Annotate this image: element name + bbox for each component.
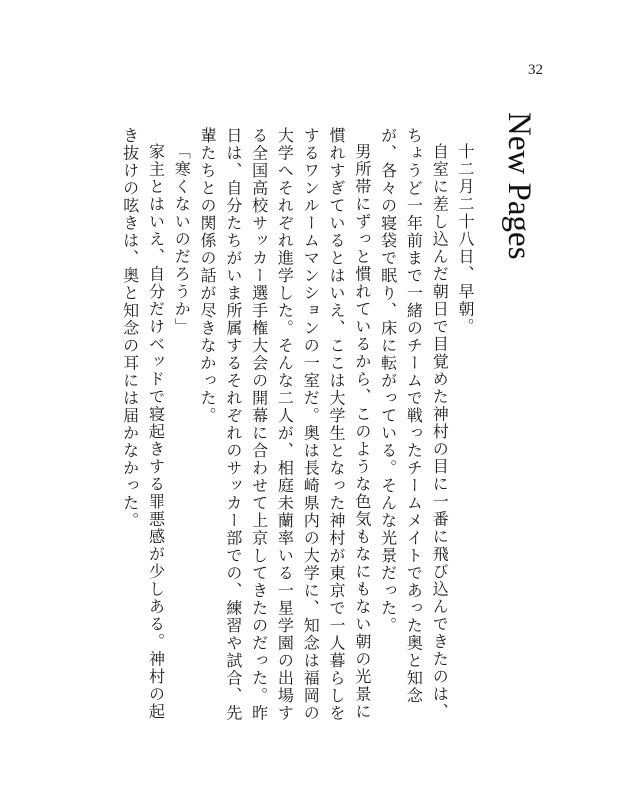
paragraph: 自室に差し込んだ朝日で目覚めた神村の目に一番に飛び込んできたのは、ちょうど一年前まで一緒のチームで戦ったチームメイトであった奥と知念が、各々の寝袋で眠り、床に転がっている。そんな光景だった。: [378, 127, 450, 721]
body-text: [92, 127, 478, 725]
page-number: 32: [528, 62, 543, 78]
chapter-title: New Pages: [501, 112, 537, 260]
paragraph: 十二月二十八日、早朝。: [456, 143, 475, 336]
paragraph: 男所帯にずっと慣れているから、このような色気もなにもない朝の光景に慣れすぎているとはいえ、ここは大学生となった神村が東京で一人暮らしをするワンルームマンションの一室だ。奥は長崎県内の大学に、知念は福岡の大学へそれぞれ進学した。そんな二人が、相庭未蘭率いる一星学園の出場する全国高校サッカー選手権大会の開幕に合わせて上京してきたのだった。昨日は、自分たちがいま所属するそれぞれのサッカー部での、練習や試合、先輩たちとの関係の話が尽きなかった。: [198, 127, 372, 722]
paragraph: 家主とはいえ、自分だけベッドで寝起きする罪悪感が少しある。神村の起き抜けの呟きは、奥と知念の耳には届かなかった。: [120, 127, 166, 721]
paragraph: 「寒くないのだろうか」: [172, 143, 192, 336]
